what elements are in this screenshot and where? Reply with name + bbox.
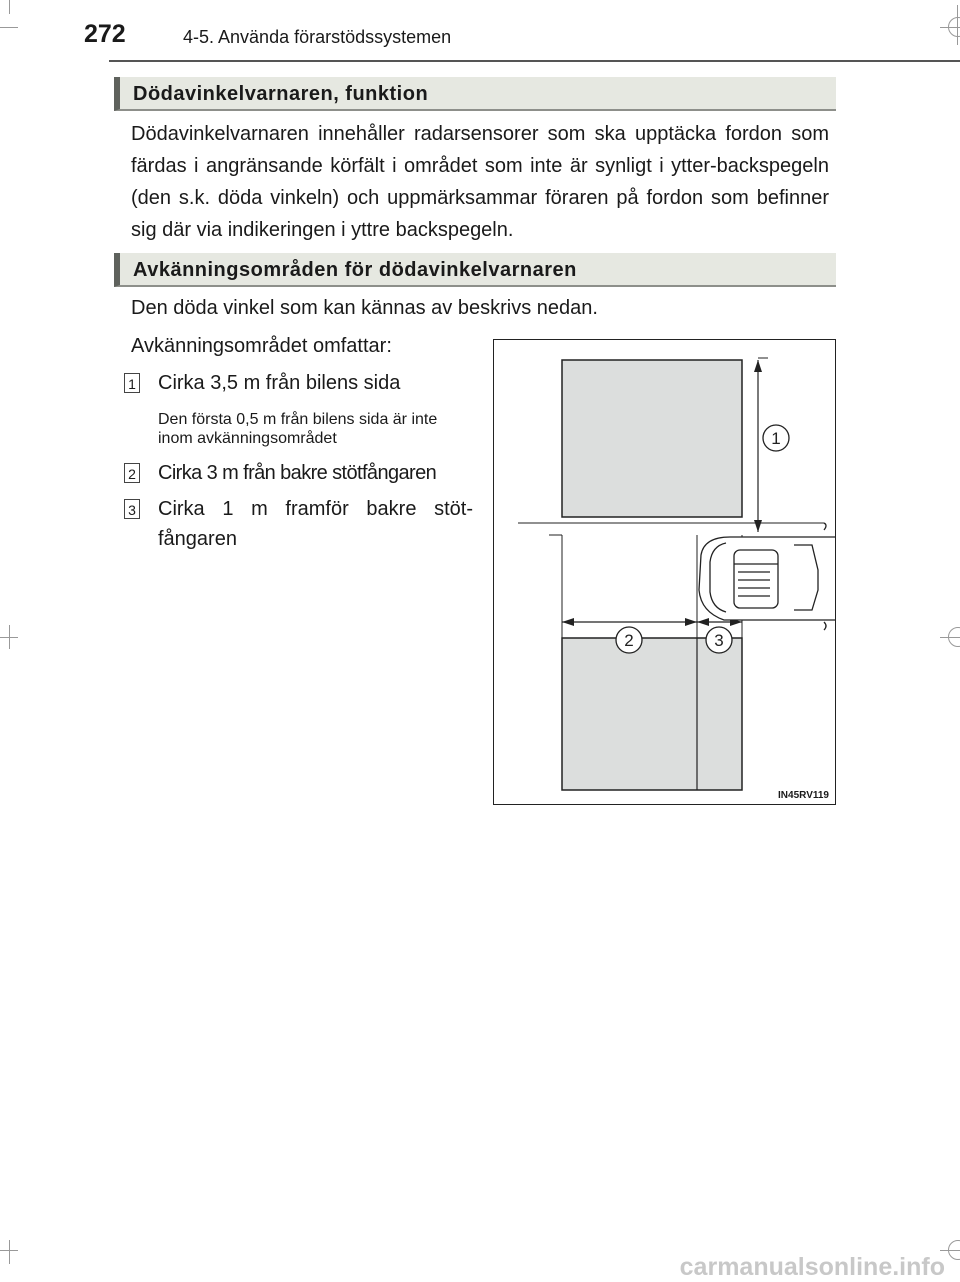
item-note-1: Den första 0,5 m från bilens sida är inte inom avkänningsområdet [158, 411, 438, 447]
crop-mark-mid-left-v [9, 625, 10, 649]
item-number-1: 1 [124, 373, 140, 393]
item-number-3: 3 [124, 499, 140, 519]
side-zone [562, 360, 742, 517]
section-heading-text: Dödavinkelvarnaren, funktion [133, 83, 429, 105]
diagram-svg [494, 340, 836, 805]
header-rule [109, 60, 960, 62]
item-text-2: Cirka 3 m från bakre stötfångaren [158, 462, 437, 484]
figure-code: IN45RV119 [778, 790, 829, 801]
car-illustration [699, 523, 836, 630]
function-paragraph: Dödavinkelvarnaren innehåller radarsensorer som ska upptäcka fordon som färdas i angränsande körfält i området som inte är synligt i ytter-backspegeln (den s.k. döda vinkeln) och uppmärksammar föraren på fordon som befinner sig där via indikeringen i yttre backspegeln. [131, 123, 829, 241]
item-text-1: Cirka 3,5 m från bilens sida [158, 372, 401, 394]
list-intro: Avkänningsområdet omfattar: [131, 335, 392, 357]
section-heading-text: Avkänningsområden för dödavinkelvarnaren [133, 259, 577, 281]
callout-1-label: 1 [771, 429, 781, 448]
callout-2-icon [616, 627, 642, 653]
section-heading-function [114, 77, 836, 111]
page-number: 272 [84, 20, 126, 48]
callout-1-icon [763, 425, 789, 451]
callout-3-icon [706, 627, 732, 653]
section-heading-detection-areas [114, 253, 836, 287]
crop-mark-mid-right-h [940, 637, 960, 638]
crop-mark-top-right-v [957, 5, 958, 45]
section-breadcrumb: 4-5. Använda förarstödssystemen [183, 27, 452, 47]
crop-mark-bottom-right-h [940, 1250, 960, 1251]
watermark: carmanualsonline.info [679, 1253, 945, 1281]
callout-3-label: 3 [714, 631, 724, 650]
crop-mark-top-left-v [9, 0, 10, 14]
callout-2-label: 2 [624, 631, 634, 650]
crop-mark-top-left [0, 27, 18, 28]
item-number-2: 2 [124, 463, 140, 483]
rear-zone [562, 638, 742, 790]
item-text-3: Cirka 1 m framför bakre stöt-fångaren [158, 498, 473, 550]
detection-intro: Den döda vinkel som kan kännas av beskrivs nedan. [131, 297, 598, 319]
detection-area-diagram [493, 339, 836, 805]
